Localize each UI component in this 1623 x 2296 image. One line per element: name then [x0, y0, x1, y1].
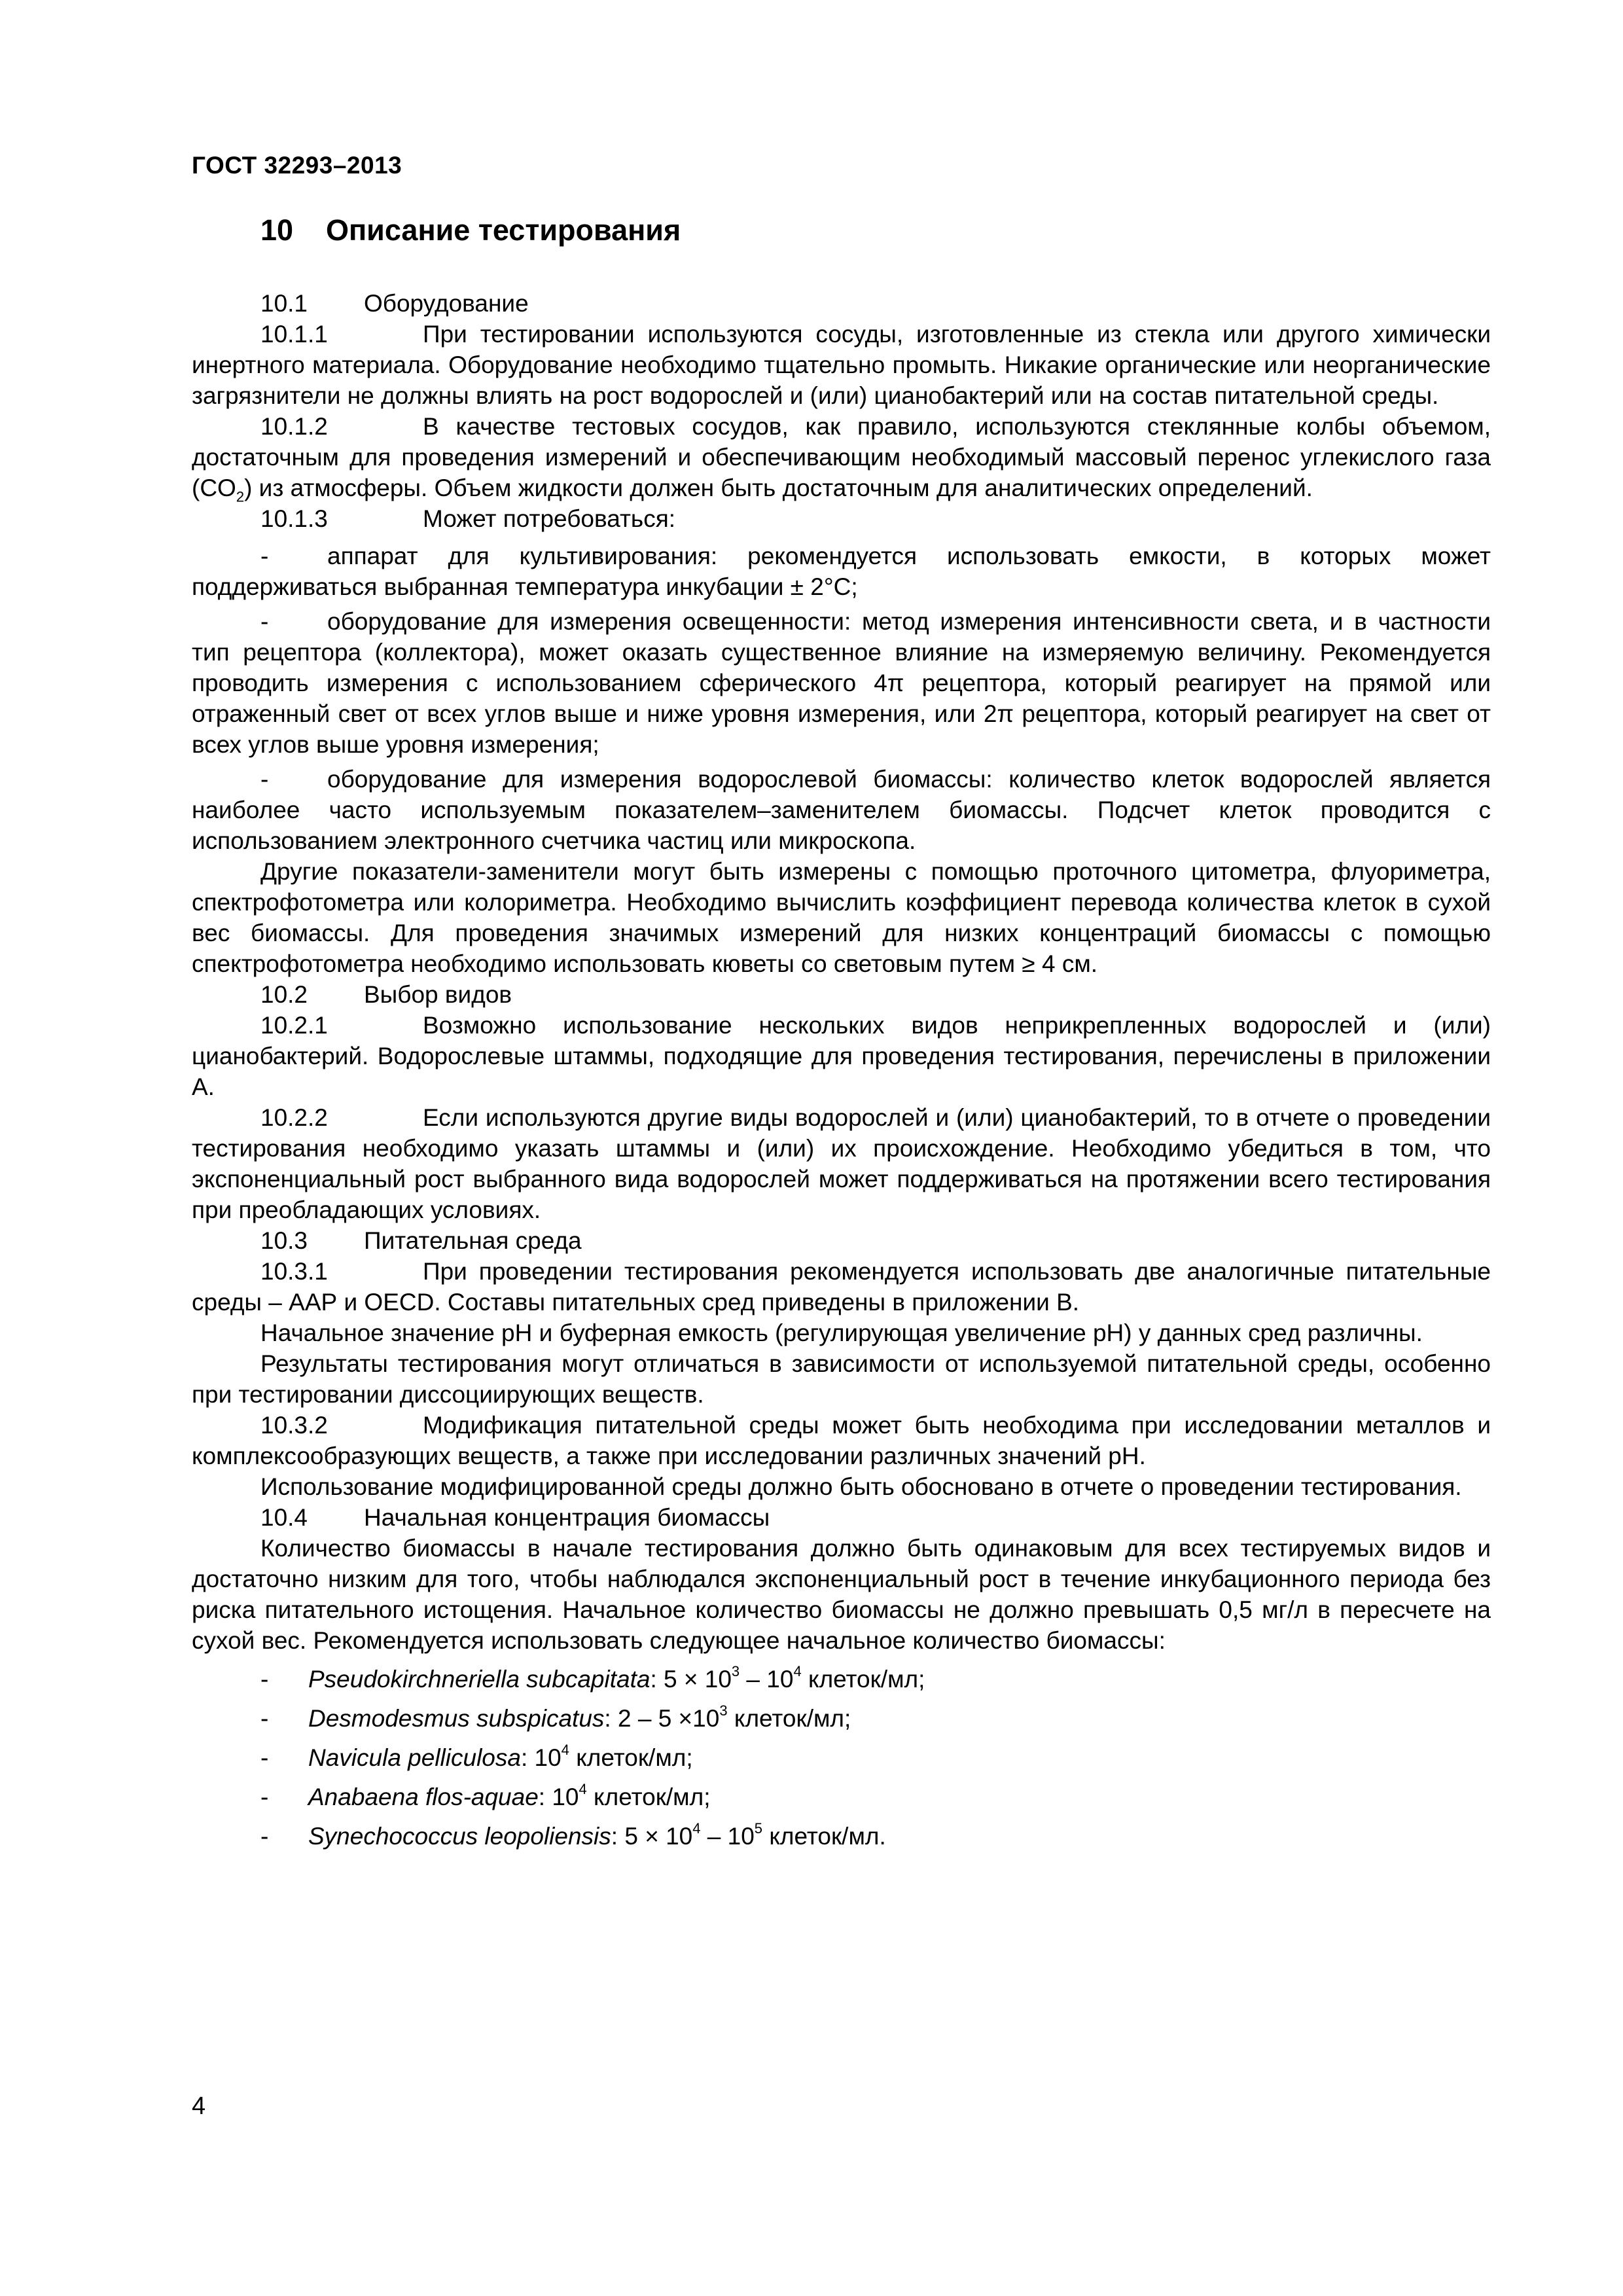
paragraph: Начальное значение рН и буферная емкость (регулирующая увеличение рН) у данных сред различны. — [260, 1319, 1423, 1346]
clause-10-3-2 — [192, 1410, 1491, 1471]
clause-10-1-2 — [192, 411, 1491, 503]
clause-heading: Питательная среда — [364, 1227, 582, 1254]
species-value: клеток/мл; — [586, 1784, 711, 1810]
clause-number: 10.2.2 — [260, 1104, 328, 1131]
clause-number: 10.2 — [260, 981, 308, 1008]
page-number: 4 — [192, 2092, 206, 2120]
dash-bullet: - — [260, 1705, 269, 1732]
clause-text: Может потребоваться: — [423, 505, 676, 532]
clause-number: 10.4 — [260, 1504, 308, 1531]
paragraph: Использование модифицированной среды должно быть обосновано в отчете о проведении тестирования. — [260, 1473, 1462, 1500]
list-item: - оборудование для измерения освещенности: метод измерения интенсивности света, и в частности тип рецептора (коллектора), может оказать существенное влияние на измеряемую величину. Рекомендуется проводить измерения с использованием сферического 4π рецептора, который реагирует на прямой или отраженный свет от всех углов выше и ниже уровня измерения, или 2π рецептора, который реагирует на свет от всех углов выше уровня измерения; — [192, 608, 1491, 758]
species-item — [192, 1817, 1491, 1856]
clause-10-1 — [192, 288, 1491, 319]
species-name: Synechococcus leopoliensis — [308, 1823, 611, 1850]
exponent: 4 — [692, 1820, 701, 1837]
list-item-text: оборудование для измерения освещенности: метод измерения интенсивности света, и в частности тип рецептора (коллектора), может оказать существенное влияние на измеряемую величину. Рекомендуется проводить измерения с использованием сферического 4π рецептора, который реагирует на прямой или отраженный свет от всех углов выше и ниже уровня измерения, или 2π рецептора, который реагирует на свет от всех углов выше уровня измерения; — [192, 608, 1491, 758]
clause-10-3-1 — [192, 1256, 1491, 1318]
clause-text: При тестировании используются сосуды, изготовленные из стекла или другого химически инертного материала. Оборудование необходимо тщательно промыть. Никакие органические или неорганические загрязнители не должны влиять на рост водорослей и (или) цианобактерий или на состав питательной среды. — [192, 321, 1491, 409]
dash-bullet: - — [260, 1823, 269, 1850]
species-list — [192, 1660, 1491, 1856]
paragraph: Результаты тестирования могут отличаться в зависимости от используемой питательной среды, особенно при тестировании диссоциирующих веществ. — [192, 1350, 1491, 1408]
clause-10-2-2 — [192, 1102, 1491, 1225]
clause-number: 10.3.1 — [260, 1258, 328, 1285]
exponent: 5 — [754, 1820, 763, 1837]
exponent: 4 — [561, 1741, 569, 1758]
section-number: 10 — [260, 213, 294, 247]
document-header: ГОСТ 32293–2013 — [192, 152, 402, 179]
document-body — [192, 288, 1491, 1856]
species-value: : 2 – 5 ×10 — [604, 1705, 720, 1732]
species-item — [192, 1660, 1491, 1699]
clause-10-2 — [192, 979, 1491, 1010]
species-value: клеток/мл; — [569, 1744, 693, 1771]
clause-text: При проведении тестирования рекомендуется использовать две аналогичные питательные среды – ААР и OECD. Составы питательных сред приведены в приложении В. — [192, 1258, 1491, 1316]
clause-number: 10.1.3 — [260, 505, 328, 532]
paragraph: Другие показатели-заменители могут быть измерены с помощью проточного цитометра, флуориметра, спектрофотометра или колориметра. Необходимо вычислить коэффициент перевода количества клеток в сухой вес биомассы. Для проведения значимых измерений для низких концентраций биомассы с помощью спектрофотометра необходимо использовать кюветы со световым путем ≥ 4 см. — [192, 858, 1491, 977]
species-value: клеток/мл; — [727, 1705, 851, 1732]
species-value: – 10 — [700, 1823, 755, 1850]
clause-text: Возможно использование нескольких видов неприкрепленных водорослей и (или) цианобактерий. Водорослевые штаммы, подходящие для проведения тестирования, перечислены в приложении А. — [192, 1012, 1491, 1100]
paragraph: Количество биомассы в начале тестирования должно быть одинаковым для всех тестируемых видов и достаточно низким для того, чтобы наблюдался экспоненциальный рост в течение инкубационного периода без риска питательного истощения. Начальное количество биомассы не должно превышать 0,5 мг/л в пересчете на сухой вес. Рекомендуется использовать следующее начальное количество биомассы: — [192, 1535, 1491, 1654]
clause-heading: Оборудование — [364, 290, 529, 317]
dash-bullet: - — [260, 1744, 269, 1771]
species-item — [192, 1738, 1491, 1778]
species-name: Anabaena flos-aquae — [308, 1784, 539, 1810]
clause-10-2-1 — [192, 1010, 1491, 1102]
species-name: Desmodesmus subspicatus — [308, 1705, 605, 1732]
species-value: : 5 × 10 — [650, 1666, 732, 1693]
list-item-text: аппарат для культивирования: рекомендуется использовать емкости, в которых может поддерживаться выбранная температура инкубации ± 2°С; — [192, 543, 1491, 600]
clause-number: 10.3 — [260, 1227, 308, 1254]
species-item — [192, 1699, 1491, 1738]
clause-10-4 — [192, 1502, 1491, 1533]
clause-text: Модификация питательной среды может быть необходима при исследовании металлов и комплексообразующих веществ, а также при исследовании различных значений рН. — [192, 1412, 1491, 1469]
section-title — [260, 213, 681, 247]
subscript: 2 — [236, 488, 245, 505]
species-value: клеток/мл; — [801, 1666, 925, 1693]
clause-heading: Начальная концентрация биомассы — [364, 1504, 770, 1531]
dash-bullet: - — [260, 1666, 269, 1693]
clause-heading: Выбор видов — [364, 981, 512, 1008]
species-name: Navicula pelliculosa — [308, 1744, 521, 1771]
species-value: : 5 × 10 — [611, 1823, 693, 1850]
list-item: - аппарат для культивирования: рекомендуется использовать емкости, в которых может поддерживаться выбранная температура инкубации ± 2°С; — [192, 543, 1491, 600]
clause-text-a: В качестве тестовых сосудов, как правило, используются стеклянные колбы объемом, достаточным для проведения измерений и обеспечивающим необходимый массовый перенос углекислого газа (CO — [192, 413, 1491, 501]
species-value: клеток/мл. — [762, 1823, 886, 1850]
dash-bullet: - — [260, 1784, 269, 1810]
exponent: 4 — [793, 1662, 802, 1679]
species-value: – 10 — [740, 1666, 794, 1693]
clause-number: 10.3.2 — [260, 1412, 328, 1439]
section-heading: Описание тестирования — [326, 213, 681, 247]
clause-10-1-1 — [192, 319, 1491, 411]
exponent: 3 — [719, 1702, 728, 1719]
clause-10-1-3 — [192, 503, 1491, 534]
clause-number: 10.1 — [260, 290, 308, 317]
species-value: : 10 — [538, 1784, 579, 1810]
list-item-text: оборудование для измерения водорослевой биомассы: количество клеток водорослей является наиболее часто используемым показателем–заменителем биомассы. Подсчет клеток проводится с использованием электронного счетчика частиц или микроскопа. — [192, 766, 1491, 854]
exponent: 3 — [731, 1662, 740, 1679]
clause-number: 10.1.1 — [260, 321, 328, 348]
clause-text: Если используются другие виды водорослей и (или) цианобактерий, то в отчете о проведении тестирования необходимо указать штаммы и (или) их происхождение. Необходимо убедиться в том, что экспоненциальный рост выбранного вида водорослей может поддерживаться на протяжении всего тестирования при преобладающих условиях. — [192, 1104, 1491, 1223]
species-item — [192, 1778, 1491, 1817]
exponent: 4 — [579, 1780, 587, 1797]
clause-number: 10.2.1 — [260, 1012, 328, 1039]
list-item: - оборудование для измерения водорослевой биомассы: количество клеток водорослей является наиболее часто используемым показателем–заменителем биомассы. Подсчет клеток проводится с использованием электронного счетчика частиц или микроскопа. — [192, 766, 1491, 854]
species-value: : 10 — [520, 1744, 562, 1771]
clause-number: 10.1.2 — [260, 413, 328, 440]
clause-text-b: ) из атмосферы. Объем жидкости должен быть достаточным для аналитических определений. — [244, 475, 1313, 501]
species-name: Pseudokirchneriella subcapitata — [308, 1666, 651, 1693]
clause-10-3 — [192, 1225, 1491, 1256]
